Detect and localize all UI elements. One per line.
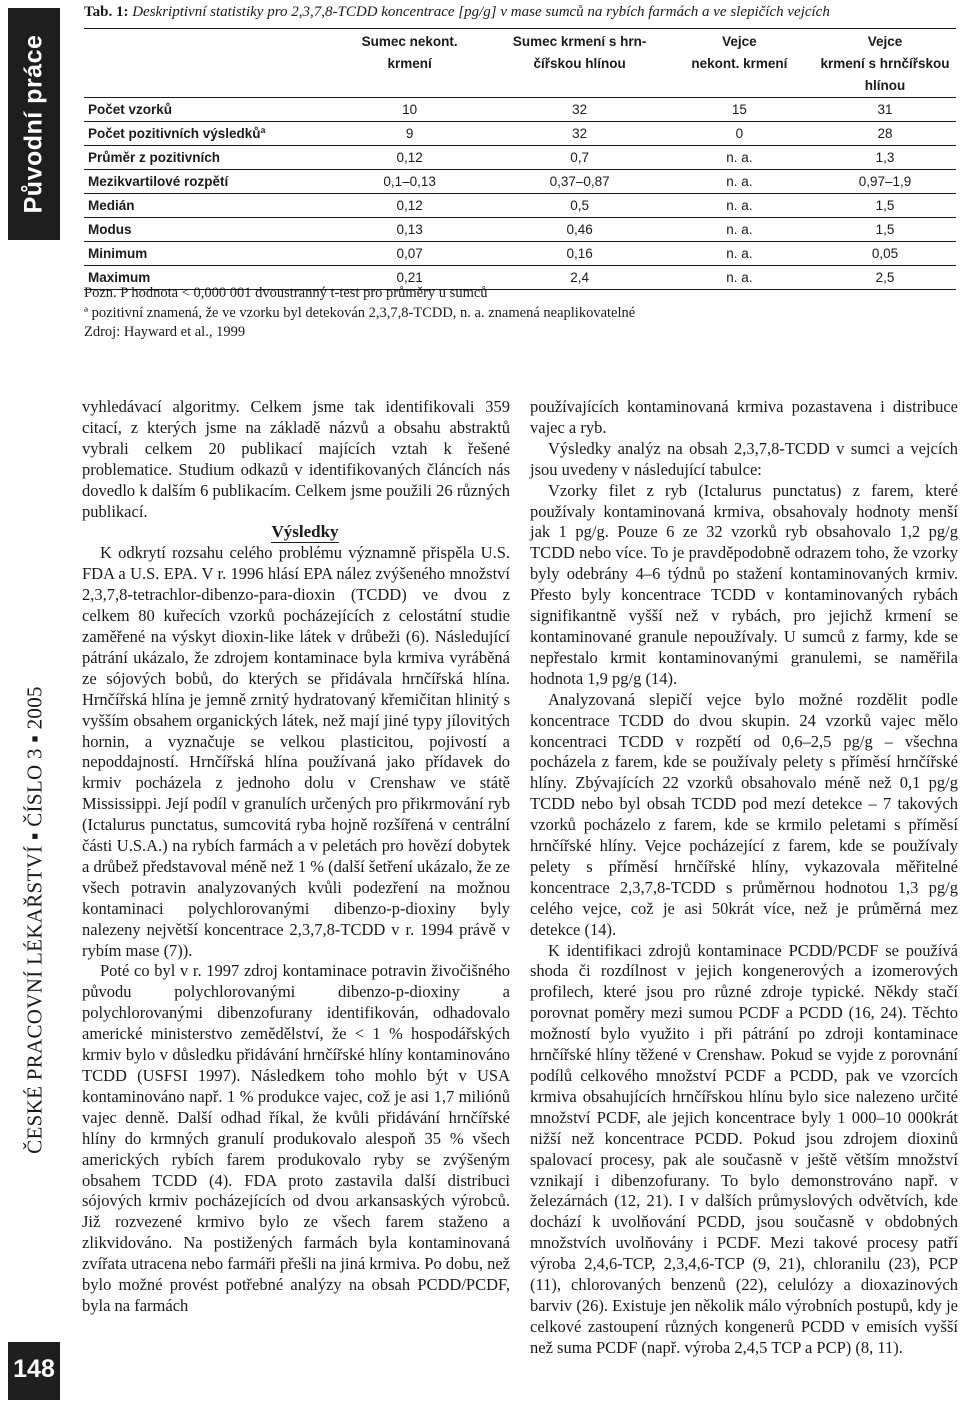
table-caption — [84, 4, 954, 21]
table-header-cell — [84, 29, 325, 98]
section-label: Původní práce — [19, 34, 48, 214]
table-row — [84, 98, 956, 122]
table-cell: n. a. — [726, 222, 753, 237]
table-header-cell: Sumec krmení s hrn- čířskou hlínou — [512, 34, 647, 71]
table-row-label: Počet pozitivních výsledkůª — [88, 126, 266, 141]
paragraph: Poté co byl v r. 1997 zdroj kontaminace potravin živočišného původu polychlorovanými dibenzo-p-dioxiny a polychlorovanými dibenzofurany identifikován, odhadovalo americké ministerstvo zemědělství, že < 1 % hospodářských krmiv bylo v důsledku přidávání hrnčířské hlíny kontaminováno TCDD (USFSI 1997). Následkem toho mohlo být v USA kontaminováno např. 1 % produkce vajec, což je asi 1,7 miliónů vajec denně. Další odhad říkal, že kvůli přidávání hrnčířské hlíny do krmných granulí produkovalo alespoň 35 % všech amerických rybích farem produkovalo ryby se zvýšeným obsahem TCDD (4). FDA proto zastavila další distribuci sójových krmiv pocházejících od dvou arkansaských výrobců. Již rozvezené krmivo bylo ze všech farem staženo a zlikvidováno. Na postižených farmách byla kontaminovaná zvířata utracena nebo farmáři přešli na jiná krmiva. Po dobu, než bylo možné provést potřebné analýzy na obsah PCDD/PCDF, byla na farmách — [82, 961, 510, 1315]
table-cell: 0,07 — [396, 246, 423, 261]
table-cell: 32 — [572, 126, 588, 141]
statistics-table — [84, 28, 956, 290]
table-cell: n. a. — [726, 246, 753, 261]
paragraph: Analyzovaná slepičí vejce bylo možné rozdělit podle koncentrace TCDD do dvou skupin. 24 vzorků vajec mělo koncentraci TCDD v rozpětí od 0,6–2,5 pg/g – všechna pocházela z farem, kde se používaly pelety s příměsí hrnčířské hlíny. Zbývajících 22 vzorků obsahovalo méně než 0,1 pg/g TCDD nebo byl obsah TCDD pod mezí detekce – 7 takových vzorků pocházelo z farem, kde se krmilo peletami s příměsí hrnčířské hlíny. Vejce pocházející z farem, kde se používaly pelety s příměsí hrnčířské hlíny, vykazovala měřitelné koncentrace 2,3,7,8-TCDD s průměrnou hodnotou 1,3 pg/g celého vejce, což je asi 50krát více, než je průměrná mez detekce (14). — [530, 689, 958, 939]
paragraph: K odkrytí rozsahu celého problému významně přispěla U.S. FDA a U.S. EPA. V r. 1996 hlásí EPA nález zvýšeného množství 2,3,7,8-tetrachlor-dibenzo-para-dioxin (TCDD) ve dvou z celkem 80 kuřecích vzorků pocházejících z celostátní studie zaměřené na výskyt dioxin-like látek v drůbeži (6). Následující pátrání ukázalo, že zdrojem kontaminace byla krmiva vyráběná ze sójových bobů, do kterých se přidávala hrnčířská hlína. Hrnčířská hlína je jemně zrnitý hydratovaný křemičitan hlinitý s vyšším obsahem organických látek, než mají jiné typy jílovitých hornin, a vyznačuje se velkou plasticitou, pojivostí a nepoddajností. Hrnčířská hlína používaná jako přídavek do krmiv pocházela z jednoho dolu v Crenshaw ve státě Mississippi. Její podíl v granulích určených pro přikrmování ryb (Ictalurus punctatus, sumcovitá ryba hojně rozšířená v centrální části U.S.A.) na rybích farmách a v peletách pro hovězí dobytek a drůbež představoval méně než 1 % (další šetření ukázalo, že ze všech potravin analyzovaných kvůli podezření na možnou kontaminaci polychlorovanými dibenzo-p-dioxiny byly nalezeny největší koncentrace 2,3,7,8-TCDD v r. 1994 právě v rybím mase (7)). — [82, 543, 510, 960]
table-cell: n. a. — [726, 198, 753, 213]
table-cell: 1,5 — [875, 222, 895, 237]
table-cell: 0,12 — [396, 150, 423, 165]
table-cell: 9 — [405, 126, 414, 141]
table-cell: 15 — [731, 102, 747, 117]
table-row-label: Modus — [88, 222, 132, 237]
table-row — [84, 218, 956, 242]
table-cell: 0,21 — [396, 270, 423, 285]
table-header-cell: Sumec nekont. krmení — [361, 34, 458, 71]
left-text-column — [82, 397, 510, 1317]
table-row — [84, 146, 956, 170]
table-row-label: Mezikvartilové rozpětí — [88, 174, 229, 189]
table-row-label: Průměr z pozitivních — [88, 150, 221, 165]
table-cell: 32 — [572, 102, 588, 117]
table-cell: 2,4 — [570, 270, 590, 285]
table-cell: 0,12 — [396, 198, 423, 213]
paragraph: Výsledky analýz na obsah 2,3,7,8-TCDD v sumci a vejcích jsou uvedeny v následující tabulce: — [530, 438, 958, 479]
table-header-cell: Vejce krmení s hrnčířskou hlínou — [820, 34, 950, 93]
table-caption-text: Deskriptivní statistiky pro 2,3,7,8-TCDD koncentrace [pg/g] v mase sumců na rybích farmách a ve slepičích vejcích — [128, 4, 830, 20]
table-row — [84, 194, 956, 218]
table-source: Zdroj: Hayward et al., 1999 — [84, 324, 246, 340]
table-cell: 0,46 — [566, 222, 593, 237]
table-cell: 0,7 — [570, 150, 590, 165]
table-row — [84, 242, 956, 266]
table-cell: n. a. — [726, 174, 753, 189]
table-cell: 2,5 — [875, 270, 895, 285]
table-cell: n. a. — [726, 150, 753, 165]
table-header-row — [84, 29, 956, 98]
table-cell: 0,13 — [396, 222, 423, 237]
section-heading-text: Výsledky — [271, 522, 339, 542]
table-cell: n. a. — [726, 270, 753, 285]
table-row-label: Počet vzorků — [88, 102, 173, 117]
table-row — [84, 122, 956, 146]
right-text-column — [530, 397, 958, 1359]
table-cell: 0 — [735, 126, 744, 141]
section-heading — [82, 522, 510, 543]
paragraph: používajících kontaminovaná krmiva pozastavena i distribuce vajec a ryb. — [530, 397, 958, 437]
paragraph: K identifikaci zdrojů kontaminace PCDD/PCDF se používá shoda či rozdílnost v jejich kongenerových a izomerových profilech, které jsou pro různé zdroje typické. Někdy stačí porovnat poměry mezi sumou PCDF a PCDD (16, 24). Těchto možností bylo využito i při pátrání po zdroji kontaminace hrnčířské hlíny těžené v Crenshaw. Pokud se vyjde z porovnání podílů celkového množství PCDF a PCDD, pak ve vzorcích krmiva obsahujících hrnčířskou hlínu bylo sice nalezeno určité množství PCDF, ale jejich koncentrace byly 1 000–10 000krát nižší než koncentrace PCDD. Pokud jsou zdrojem dioxinů spalovací procesy, pak ale současně v ještě větším množství vznikají i dibenzofurany. To bylo demonstrováno např. v železárnách (12, 21). I v dalších průmyslových odvětvích, kde dochází k uvolňování PCDD, jsou současně v obdobných množstvích uvolňovány i PCDF. Mezi takové procesy patří výroba 2,4,6-TCP, 2,3,4,6-TCP (9, 21), chloranilu (23), PCP (11), chlorovaných benzenů (22), celulózy a dioxazinových barviv (26). Existuje jen několik málo výrobních postupů, kdy je celkové zastoupení různých kongenerů PCDD v emisích vyšší než suma PCDF (např. výroba 2,4,5 TCP a PCP) (8, 11). — [530, 940, 958, 1357]
table-cell: 31 — [877, 102, 893, 117]
table-cell: 0,37–0,87 — [549, 174, 610, 189]
table-caption-label: Tab. 1: — [84, 4, 129, 20]
page-number: 148 — [13, 1355, 55, 1383]
table-cell: 10 — [402, 102, 418, 117]
table-cell: 0,16 — [566, 246, 593, 261]
table-cell: 28 — [877, 126, 893, 141]
paragraph: vyhledávací algoritmy. Celkem jsme tak identifikovali 359 citací, z kterých jsme na základě názvů a obsahu abstraktů vybrali celkem 20 publikací majících vztah k řešené problematice. Studium odkazů v identifikovaných článcích nás dovedlo k dalším 6 publikacím. Celkem jsme použili 26 různých publikací. — [82, 397, 510, 521]
table-header-cell: Vejce nekont. krmení — [691, 34, 788, 71]
table-row-label: Maximum — [88, 270, 151, 285]
journal-running-head: ČESKÉ PRACOVNÍ LÉKAŘSTVÍ ▪ ČÍSLO 3 ▪ 2005 — [22, 686, 47, 1154]
table-row-label: Minimum — [88, 246, 148, 261]
table-cell: 0,1–0,13 — [383, 174, 436, 189]
table-row-label: Medián — [88, 198, 135, 213]
table-cell: 0,5 — [570, 198, 590, 213]
table-row — [84, 170, 956, 194]
table-cell: 1,3 — [875, 150, 895, 165]
table-note: Pozn. P hodnota < 0,000 001 dvoustranný t-test pro průměry u sumců — [84, 285, 488, 301]
table-cell: 1,5 — [875, 198, 895, 213]
table-note: ª pozitivní znamená, že ve vzorku byl detekován 2,3,7,8-TCDD, n. a. znamená neaplikovatelné — [84, 304, 636, 321]
paragraph: Vzorky filet z ryb (Ictalurus punctatus) z farem, které používaly kontaminovaná krmiva, obsahovaly hodnoty menší jak 1 pg/g. Pouze 6 ze 32 vzorků ryb obsahovalo 1,2 pg/g TCDD nebo více. To je pravděpodobně odrazem toho, že vzorky byly odebrány 4–6 týdnů po stažení kontaminovaných krmiv. Přesto byly koncentrace TCDD v kontaminovaných rybách signifikantně vyšší než v rybách, pro jejichž krmení se kontaminované granule nepoužívaly. U sumců z farmy, kde se nepřestalo krmit kontaminovanými granulemi, se naměřila hodnota 1,9 pg/g (14). — [530, 480, 958, 688]
table-cell: 0,97–1,9 — [858, 174, 912, 189]
table-notes — [84, 284, 944, 343]
table-cell: 0,05 — [871, 246, 899, 261]
